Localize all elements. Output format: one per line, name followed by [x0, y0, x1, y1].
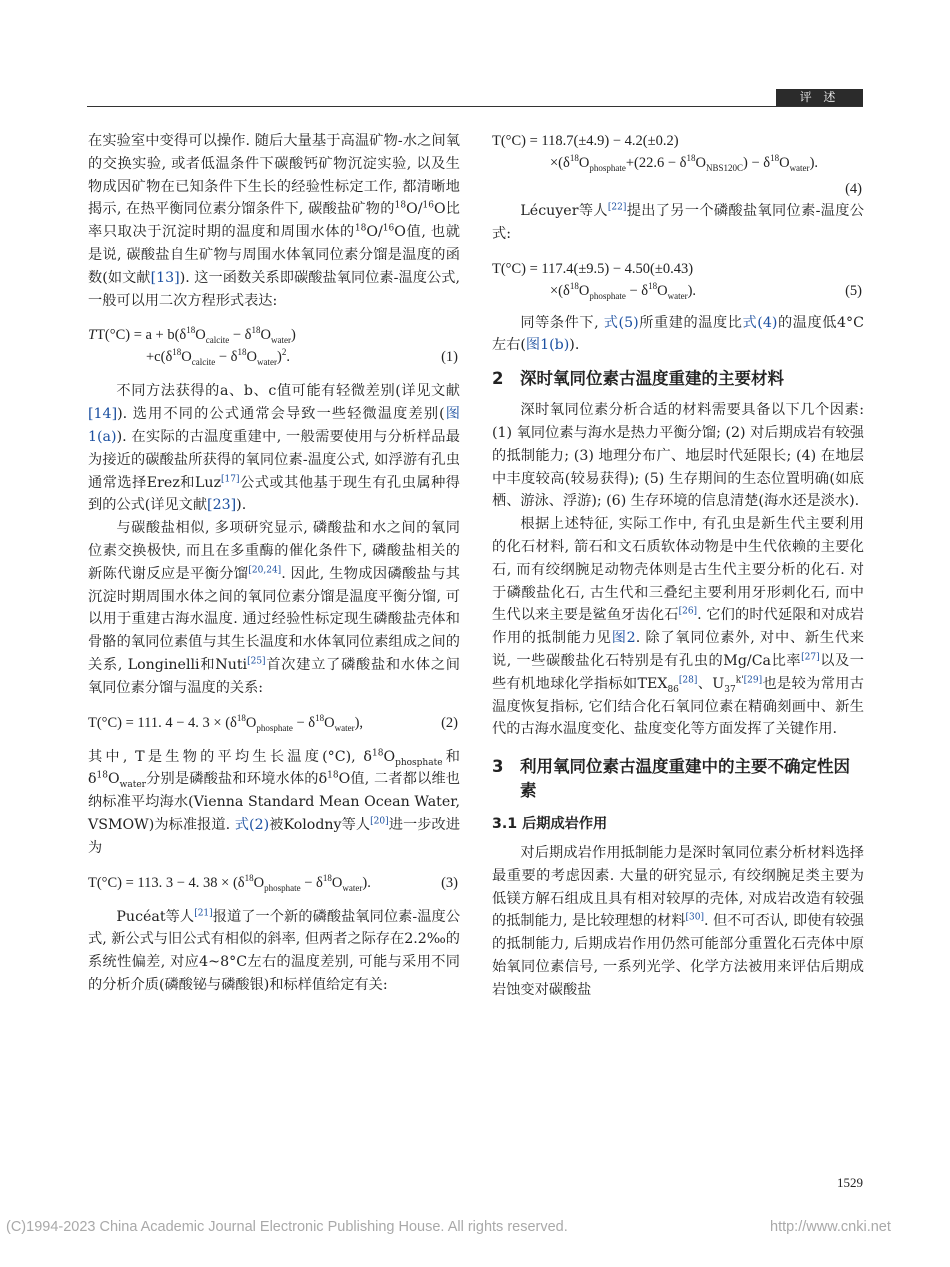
paragraph: 深时氧同位素分析合适的材料需要具备以下几个因素: (1) 氧同位素与海水是热力平衡分馏; (2) 对后期成岩有较强的抵制能力; (3) 地理分布广、地层时代延限长; (4) 在地层中丰度较高(较易获得); (5) 生存期间的生态位置明确(如底栖、游泳、浮游); (6) 生存环境的信息清楚(海水还是淡水).: [492, 402, 864, 510]
citation-link[interactable]: [20]: [370, 816, 389, 827]
page-number: 1529: [837, 1175, 863, 1190]
citation-link[interactable]: [25]: [247, 656, 266, 667]
citation-link[interactable]: [20,24]: [248, 565, 282, 576]
subsection-heading-3-1: 3.1 后期成岩作用: [492, 816, 608, 833]
section-tag: 评 述: [776, 89, 863, 106]
paragraph: Lécuyer等人[22]提出了另一个磷酸盐氧同位素-温度公式:: [492, 202, 864, 242]
citation-link[interactable]: [17]: [221, 473, 240, 484]
citation-link[interactable]: [23]: [207, 497, 237, 514]
equation-link[interactable]: 式(5): [603, 314, 639, 331]
equation-3: T(°C) = 113. 3 − 4. $38 \times (\delta^{18}O_{phosphate} - \delta^{18}O_{water})$. (3): [88, 872, 458, 893]
paragraph: 不同方法获得的a、b、c值可能有轻微差别(详见文献[14]). 选用不同的公式通常会导致一些轻微温度差别(图1(a)). 在实际的古温度重建中, 一般需要使用与分析样品最为接近的碳酸盐所获得的氧同位素-温度公式, 如浮游有孔虫通常选择Erez和Luz[17]公式或其他基于现生有孔虫属种得到的公式(详见文献[23]).: [88, 383, 460, 514]
citation-link[interactable]: [21]: [194, 907, 213, 918]
left-column: [88, 130, 460, 997]
paragraph: 与碳酸盐相似, 多项研究显示, 磷酸盐和水之间的氧同位素交换极快, 而且在多重酶的催化条件下, 磷酸盐相关的新陈代谢反应是平衡分馏[20,24]. 因此, 生物成因磷酸盐与其沉淀时期周围水体之间的氧同位素分馏是温度平衡分馏, 可以用于重建古海水温度. 通过经验性标定现生磷酸盐壳体和骨骼的氧同位素值与其生长温度和水体氧同位素组成之间的关系, Longinelli和Nuti[25]首次建立了磷酸盐和水体之间氧同位素分馏与温度的关系:: [88, 520, 460, 696]
figure-link[interactable]: 图1(b): [525, 337, 570, 354]
citation-link[interactable]: [13]: [150, 269, 180, 286]
equation-link[interactable]: 式(4): [742, 314, 778, 331]
citation-link[interactable]: [26]: [678, 606, 698, 617]
equation-5: T(°C) = 117.4(±9.5) − 4.50(±0.43) $\times(\delta^{18}O_{phosphate} - \delta^{18}O_{water})$. (5): [492, 260, 862, 301]
paragraph: 根据上述特征, 实际工作中, 有孔虫是新生代主要利用的化石材料, 箭石和文石质软体动物是中生代依赖的主要化石, 而有绞纲腕足动物壳体则是古生代主要分析的化石. 对于磷酸盐化石, 古生代和三叠纪主要利用牙形刺化石, 而中生代以来主要是鲨鱼牙齿化石[26]. 它们的时代延限和对成岩作用的抵制能力见图2. 除了氧同位素外, 对中、新生代来说, 一些碳酸盐化石特别是有孔虫的Mg/Ca比率[27]以及一些有机地球化学指标如$TEX_{86}[28]$、$U_{37}^{k'[29]}$也是较为常用古温度恢复指标, 它们结合化石氧同位素在精确刻画中、新生代的古海水温度变化、盐度变化等方面发挥了关键作用.: [492, 516, 864, 738]
paragraph: 在实验室中变得可以操作. 随后大量基于高温矿物-水之间氧的交换实验, 或者低温条件下碳酸钙矿物沉淀实验, 以及生物成因矿物在已知条件下生长的经验性标定工作, 都清晰地揭示, 在热平衡同位素分馏条件下, 碳酸盐矿物的$^{18}$O/$^{16}$O比率只取决于沉淀时期的温度和周围水体的$^{18}$O/$^{16}$O值, 也就是说, 碳酸盐自生矿物与周围水体氧同位素分馏是温度的函数(如文献[13]). 这一函数关系即碳酸盐氧同位素-温度公式, 一般可以用二次方程形式表达:: [88, 133, 460, 309]
footer: [6, 1219, 891, 1235]
equation-link[interactable]: 式(2): [234, 816, 270, 833]
citation-link[interactable]: [14]: [88, 406, 118, 423]
equation-4: T(°C) = 118.7(±4.9) − 4.2(±0.2) $\times(\delta^{18}O_{phosphate}+(22.6 - \delta^{18}O_{NBS120C}) - \delta^{18}O_{water})$. (4): [492, 133, 862, 197]
paragraph: 对后期成岩作用抵制能力是深时氧同位素分析材料选择最重要的考虑因素. 大量的研究显示, 有绞纲腕足类主要为低镁方解石组成且具有相对较厚的壳体, 对成岩改造有较强的抵制能力, 是比较理想的材料[30]. 但不可否认, 即使有较强的抵制能力, 后期成岩作用仍然可能部分重置化石壳体中原始氧同位素信号, 一系列光学、化学方法被用来评估后期成岩蚀变对碳酸盐: [492, 844, 864, 998]
figure-link[interactable]: 图2: [611, 630, 636, 647]
site-url[interactable]: http://www.cnki.net: [770, 1219, 891, 1235]
equation-2: T(°C) = 111. 4 − 4. $3 \times (\delta^{18}O_{phosphate} - \delta^{18}O_{water})$, (2): [88, 712, 458, 733]
citation-link[interactable]: [27]: [801, 652, 820, 663]
paragraph: 同等条件下, 式(5)所重建的温度比式(4)的温度低4°C左右(图1(b)).: [492, 314, 864, 354]
right-column: [492, 130, 864, 1002]
section-heading-3: 3 利用氧同位素古温度重建中的主要不确定性因素: [492, 757, 850, 801]
copyright-text: (C)1994-2023 China Academic Journal Electronic Publishing House. All rights reserved.: [6, 1219, 568, 1235]
section-heading-2: 2 深时氧同位素古温度重建的主要材料: [492, 369, 784, 389]
figure-link[interactable]: 图1(a): [88, 406, 460, 445]
citation-link[interactable]: [22]: [607, 202, 627, 213]
citation-link[interactable]: [28]: [678, 675, 698, 686]
citation-link[interactable]: [30]: [685, 912, 705, 923]
citation-link[interactable]: [29]: [743, 675, 763, 686]
paragraph: Pucéat等人[21]报道了一个新的磷酸盐氧同位素-温度公式, 新公式与旧公式有相似的斜率, 但两者之际存在2.2‰的系统性偏差, 对应4~8°C左右的温度差别, 可能与采用不同的分析介质(磷酸铋与磷酸银)和标样值给定有关:: [88, 907, 461, 993]
paragraph: 其中, T是生物的平均生长温度(°C), $\delta^{18}O_{phosphate}$和$\delta^{18}O_{water}$分别是磷酸盐和环境水体的$\delta^{18}O$值, 二者都以维也纳标准平均海水(Vienna Standard Mean Ocean Water, VSMOW)为标准报道. 式(2)被Kolodny等人[20]进一步改进为: [88, 747, 460, 856]
equation-1: $TT(^\circ C) = a + b(\delta^{18}O_{calcite} - \delta^{18}O_{water})$ $+c(\delta^{18}O_{calcite} - \delta^{18}O_{water})^2$. (1): [88, 325, 458, 368]
header-rule: [87, 106, 863, 107]
